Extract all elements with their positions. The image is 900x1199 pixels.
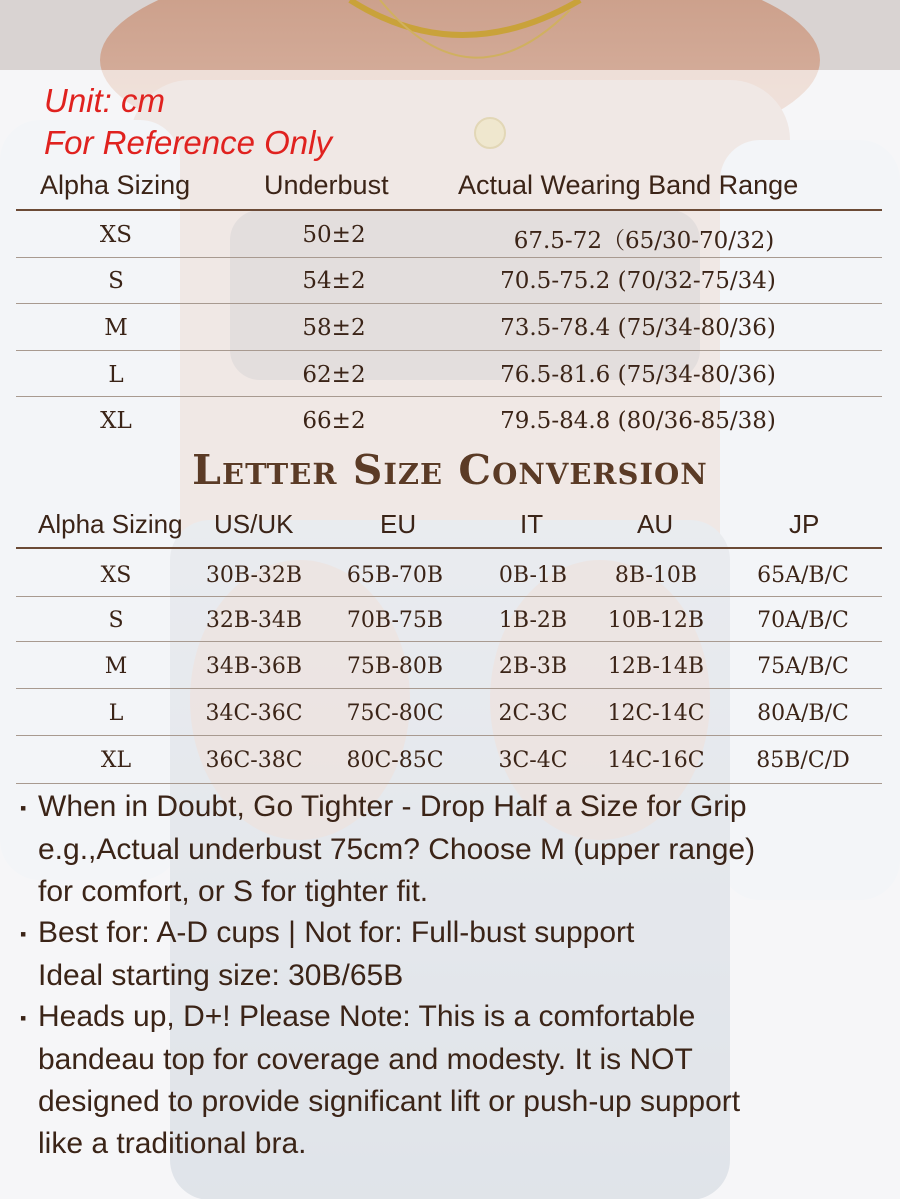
band-underbust: 62±2 <box>302 362 366 388</box>
conv-jp: 85B/C/D <box>756 748 850 773</box>
note-line: When in Doubt, Go Tighter - Drop Half a Size for Grip <box>38 790 747 823</box>
conv-header-usuk: US/UK <box>214 509 294 539</box>
conv-au: 8B-10B <box>614 563 698 588</box>
conv-us: 34C-36C <box>205 701 303 726</box>
band-range: 73.5-78.4 (75/34-80/36) <box>500 315 776 341</box>
note-sizing-tip <box>20 786 890 913</box>
conv-us: 34B-36B <box>205 654 303 679</box>
band-underbust: 54±2 <box>302 268 366 294</box>
conv-it: 2B-3B <box>498 654 568 679</box>
note-line: e.g.,Actual underbust 75cm? Choose M (upper range) <box>38 833 756 867</box>
row-divider <box>16 688 882 689</box>
conv-jp: 65A/B/C <box>757 563 849 588</box>
band-header-range: Actual Wearing Band Range <box>458 170 799 200</box>
band-size: S <box>108 268 124 294</box>
row-divider <box>16 396 882 397</box>
bullet-icon: ▪ <box>20 924 27 945</box>
conv-jp: 80A/B/C <box>757 701 849 726</box>
conv-eu: 65B-70B <box>346 563 444 588</box>
conv-size: M <box>104 654 128 679</box>
band-size: XL <box>100 408 132 434</box>
row-divider <box>16 783 882 784</box>
note-line: Heads up, D+! Please Note: This is a comfortable <box>38 1000 696 1033</box>
note-line: Ideal starting size: 30B/65B <box>38 959 404 993</box>
conv-us: 36C-38C <box>205 748 303 773</box>
note-support-warning <box>20 996 890 1165</box>
band-size: M <box>104 315 128 341</box>
band-range: 79.5-84.8 (80/36-85/38) <box>500 408 776 434</box>
band-size: L <box>108 362 124 388</box>
row-divider <box>16 350 882 351</box>
row-divider <box>16 257 882 258</box>
note-line: for comfort, or S for tighter fit. <box>38 875 429 909</box>
conv-header-eu: EU <box>380 509 417 539</box>
band-size: XS <box>99 222 133 248</box>
conv-size: L <box>108 701 124 726</box>
conv-size: XS <box>100 563 132 588</box>
conv-au: 14C-16C <box>607 748 705 773</box>
note-line: bandeau top for coverage and modesty. It is NOT <box>38 1043 693 1077</box>
conversion-title: Letter Size Conversion <box>192 446 708 494</box>
conv-au: 12B-14B <box>607 654 705 679</box>
conv-header-au: AU <box>637 509 674 539</box>
conv-it: 2C-3C <box>498 701 568 726</box>
conv-eu: 75B-80B <box>346 654 444 679</box>
conv-header-rule <box>16 547 882 549</box>
conv-size: XL <box>100 748 132 773</box>
conv-au: 12C-14C <box>607 701 705 726</box>
conv-eu: 80C-85C <box>346 748 444 773</box>
note-line: Best for: A-D cups | Not for: Full-bust support <box>38 916 635 949</box>
bullet-icon: ▪ <box>20 798 27 819</box>
row-divider <box>16 735 882 736</box>
note-line: designed to provide significant lift or push-up support <box>38 1085 741 1119</box>
row-divider <box>16 641 882 642</box>
conv-it: 3C-4C <box>498 748 568 773</box>
conv-eu: 70B-75B <box>346 608 444 633</box>
conv-header-jp: JP <box>789 509 820 539</box>
reference-note: For Reference Only <box>44 124 332 161</box>
band-header-alpha: Alpha Sizing <box>40 170 191 200</box>
conv-it: 1B-2B <box>498 608 568 633</box>
conv-header-it: IT <box>520 509 544 539</box>
conv-us: 30B-32B <box>205 563 303 588</box>
band-range: 70.5-75.2 (70/32-75/34) <box>500 268 776 294</box>
band-underbust: 50±2 <box>302 222 366 248</box>
conv-au: 10B-12B <box>607 608 705 633</box>
unit-label: Unit: cm <box>44 82 166 119</box>
band-underbust: 66±2 <box>302 408 366 434</box>
band-header-rule <box>16 209 882 211</box>
bullet-icon: ▪ <box>20 1008 27 1029</box>
band-underbust: 58±2 <box>302 315 366 341</box>
row-divider <box>16 303 882 304</box>
conv-jp: 70A/B/C <box>757 608 849 633</box>
conv-us: 32B-34B <box>205 608 303 633</box>
conv-jp: 75A/B/C <box>757 654 849 679</box>
note-cup-fit <box>20 912 890 997</box>
band-range: 76.5-81.6 (75/34-80/36) <box>500 362 776 388</box>
conv-it: 0B-1B <box>498 563 568 588</box>
band-header-underbust: Underbust <box>264 170 389 200</box>
note-line: like a traditional bra. <box>38 1127 307 1161</box>
band-range: 67.5-72（65/30-70/32) <box>513 228 775 254</box>
row-divider <box>16 596 882 597</box>
conv-header-alpha: Alpha Sizing <box>38 509 183 539</box>
conv-size: S <box>108 608 124 633</box>
conv-eu: 75C-80C <box>346 701 444 726</box>
